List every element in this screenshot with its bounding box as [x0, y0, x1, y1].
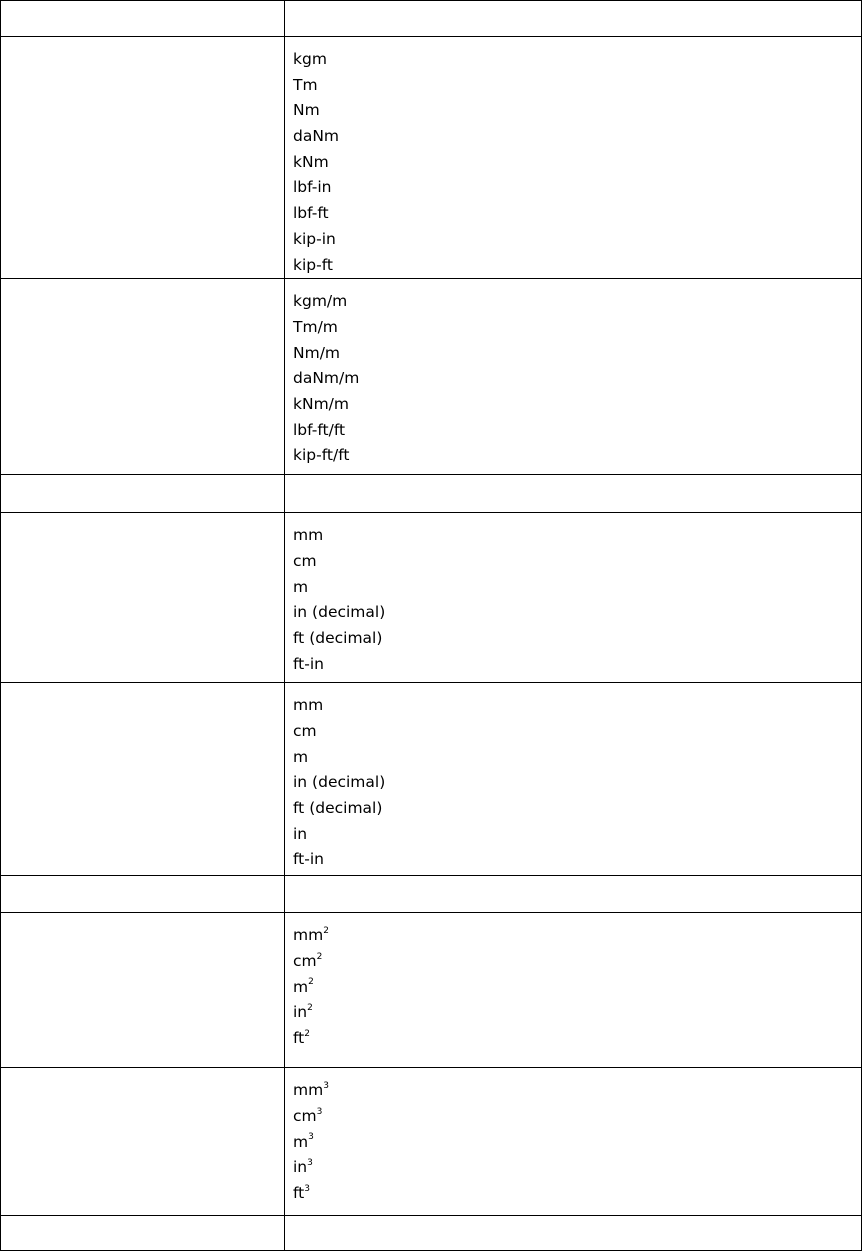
unit-options-list	[285, 37, 861, 278]
unit-symbol: kgm/m	[293, 292, 348, 311]
unit-option	[293, 175, 861, 201]
unit-row	[1, 513, 862, 683]
unit-exponent: 2	[316, 951, 323, 962]
unit-option	[293, 47, 861, 73]
unit-options-cell	[285, 683, 862, 876]
unit-option	[293, 719, 861, 745]
unit-symbol: daNm	[293, 127, 340, 146]
row-label-cell	[1, 683, 285, 876]
unit-option	[293, 693, 861, 719]
unit-option	[293, 1078, 861, 1104]
unit-options-cell	[285, 876, 862, 913]
unit-option	[293, 575, 861, 601]
unit-options-list	[285, 913, 861, 1051]
unit-option	[293, 796, 861, 822]
unit-row	[1, 683, 862, 876]
unit-exponent: 3	[316, 1106, 323, 1117]
unit-option	[293, 201, 861, 227]
unit-option	[293, 923, 861, 949]
unit-symbol: ft	[293, 1183, 305, 1202]
unit-option	[293, 98, 861, 124]
unit-option	[293, 626, 861, 652]
row-label-cell	[1, 1216, 285, 1251]
unit-symbol: ft-in	[293, 654, 324, 673]
row-label-cell	[1, 37, 285, 279]
unit-options-cell	[285, 913, 862, 1068]
row-label-cell	[1, 1068, 285, 1216]
unit-options-cell	[285, 1068, 862, 1216]
unit-option	[293, 770, 861, 796]
unit-option	[293, 366, 861, 392]
row-label-cell	[1, 513, 285, 683]
units-table-body	[1, 1, 862, 1251]
unit-row	[1, 913, 862, 1068]
unit-symbol: mm	[293, 696, 324, 715]
row-label-cell	[1, 1, 285, 37]
unit-option	[293, 975, 861, 1001]
unit-symbol: m	[293, 977, 309, 996]
unit-exponent: 3	[304, 1183, 310, 1194]
unit-option	[293, 652, 861, 678]
unit-symbol: ft (decimal)	[293, 798, 383, 817]
unit-option	[293, 150, 861, 176]
unit-symbol: mm	[293, 526, 324, 545]
unit-options-cell	[285, 475, 862, 513]
unit-symbol: m	[293, 577, 309, 596]
unit-symbol: mm	[293, 1081, 324, 1100]
section-row	[1, 475, 862, 513]
unit-symbol: kNm/m	[293, 394, 349, 413]
unit-option	[293, 227, 861, 253]
unit-symbol: kNm	[293, 152, 329, 171]
unit-symbol: lbf-ft	[293, 204, 329, 223]
unit-option	[293, 124, 861, 150]
unit-options-cell	[285, 37, 862, 279]
unit-symbol: kgm	[293, 50, 327, 68]
row-label-cell	[1, 279, 285, 475]
unit-symbol: in (decimal)	[293, 773, 386, 792]
unit-symbol: in	[293, 1003, 308, 1022]
unit-symbol: Tm	[293, 75, 318, 94]
unit-option	[293, 1104, 861, 1130]
unit-symbol: Tm/m	[293, 317, 338, 336]
unit-symbol: kip-ft/ft	[293, 446, 350, 465]
unit-symbol: cm	[293, 951, 317, 970]
unit-option	[293, 1155, 861, 1181]
unit-option	[293, 1000, 861, 1026]
unit-symbol: lbf-in	[293, 178, 332, 197]
unit-symbol: cm	[293, 551, 317, 570]
unit-option	[293, 341, 861, 367]
unit-symbol: daNm/m	[293, 369, 360, 388]
unit-row	[1, 279, 862, 475]
unit-option	[293, 523, 861, 549]
unit-symbol: m	[293, 747, 309, 766]
section-row	[1, 1216, 862, 1251]
unit-options-cell	[285, 1, 862, 37]
unit-option	[293, 289, 861, 315]
unit-options-cell	[285, 513, 862, 683]
unit-symbol: kip-in	[293, 229, 336, 248]
unit-symbol: kip-ft	[293, 255, 333, 274]
unit-symbol: cm	[293, 721, 317, 740]
row-label-cell	[1, 913, 285, 1068]
unit-option	[293, 847, 861, 873]
unit-symbol: m	[293, 1132, 309, 1151]
unit-row	[1, 37, 862, 279]
unit-option	[293, 1130, 861, 1156]
unit-symbol: in	[293, 1158, 308, 1177]
unit-symbol: cm	[293, 1106, 317, 1125]
row-label-cell	[1, 876, 285, 913]
unit-symbol: mm	[293, 926, 324, 945]
unit-exponent: 2	[308, 977, 314, 988]
unit-option	[293, 392, 861, 418]
unit-exponent: 2	[307, 1003, 313, 1014]
unit-exponent: 3	[307, 1158, 313, 1169]
unit-symbol: ft	[293, 1028, 305, 1047]
unit-option	[293, 1181, 861, 1207]
unit-symbol: lbf-ft/ft	[293, 420, 346, 439]
unit-options-list	[285, 1068, 861, 1206]
unit-option	[293, 949, 861, 975]
unit-option	[293, 443, 861, 469]
unit-options-list	[285, 683, 861, 873]
unit-options-list	[285, 513, 861, 677]
unit-options-cell	[285, 279, 862, 475]
unit-symbol: in (decimal)	[293, 603, 386, 622]
unit-option	[293, 315, 861, 341]
unit-option	[293, 73, 861, 99]
unit-option	[293, 600, 861, 626]
unit-options-list	[285, 279, 861, 469]
section-row	[1, 876, 862, 913]
row-label-cell	[1, 475, 285, 513]
unit-option	[293, 418, 861, 444]
unit-option	[293, 1026, 861, 1052]
unit-symbol: ft (decimal)	[293, 628, 383, 647]
section-row	[1, 1, 862, 37]
unit-option	[293, 822, 861, 848]
unit-option	[293, 253, 861, 279]
unit-options-cell	[285, 1216, 862, 1251]
unit-exponent: 2	[323, 926, 329, 937]
unit-symbol: Nm	[293, 101, 320, 120]
unit-option	[293, 549, 861, 575]
unit-row	[1, 1068, 862, 1216]
unit-option	[293, 745, 861, 771]
unit-symbol: Nm/m	[293, 343, 341, 362]
unit-symbol: in	[293, 824, 308, 843]
unit-exponent: 2	[304, 1028, 310, 1039]
unit-exponent: 3	[323, 1081, 329, 1092]
unit-exponent: 3	[308, 1132, 314, 1143]
unit-symbol: ft-in	[293, 850, 324, 869]
